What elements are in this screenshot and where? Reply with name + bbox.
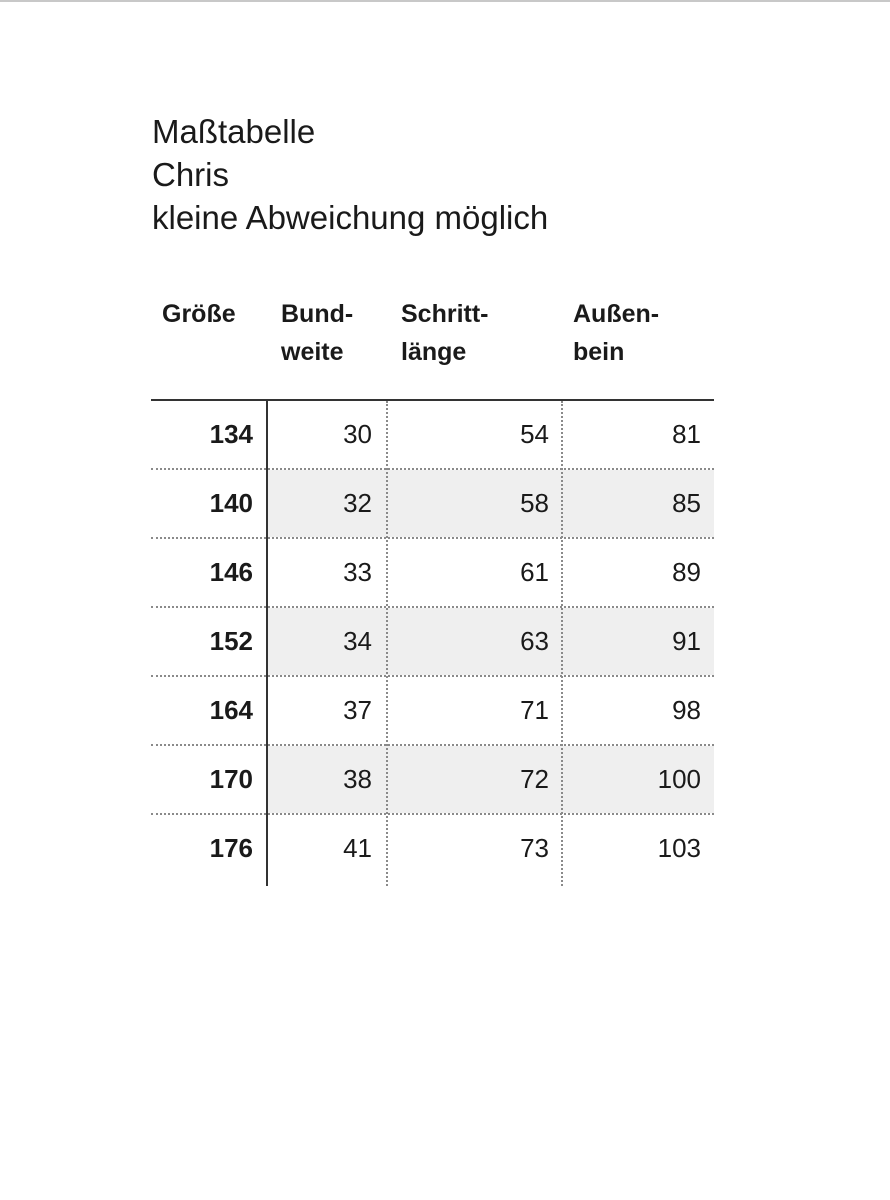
aussenbein-cell: 81	[672, 419, 701, 449]
aussenbein-cell: 98	[672, 695, 701, 725]
bundweite-cell: 30	[343, 419, 372, 449]
aussenbein-cell: 85	[672, 488, 701, 518]
size-cell: 152	[209, 626, 253, 656]
header-aussenbein: Außen- bein	[573, 300, 660, 366]
title-block	[152, 110, 548, 239]
deviation-note: kleine Abweichung möglich	[152, 199, 549, 236]
size-cell: 146	[209, 557, 253, 587]
table-row	[151, 401, 714, 470]
page-top-border	[0, 0, 890, 2]
page-title: Maßtabelle	[152, 113, 316, 150]
size-cell: 164	[209, 695, 253, 725]
aussenbein-cell: 89	[672, 557, 701, 587]
size-column-divider	[266, 401, 268, 886]
schrittlaenge-cell: 61	[520, 557, 549, 587]
table-row	[151, 539, 714, 608]
header-groesse: Größe	[162, 300, 236, 328]
size-cell: 170	[209, 764, 253, 794]
table-row	[151, 746, 714, 815]
aussenbein-cell: 103	[657, 833, 701, 863]
table-header	[151, 295, 714, 401]
size-cell: 140	[209, 488, 253, 518]
table-row	[151, 608, 714, 677]
bundweite-cell: 37	[343, 695, 372, 725]
bundweite-cell: 33	[343, 557, 372, 587]
model-name: Chris	[152, 156, 230, 193]
aussenbein-cell: 100	[657, 764, 701, 794]
header-bundweite: Bund- weite	[281, 300, 354, 366]
schrittlaenge-cell: 73	[520, 833, 549, 863]
bundweite-cell: 41	[343, 833, 372, 863]
aussenbein-cell: 91	[672, 626, 701, 656]
schrittlaenge-cell: 72	[520, 764, 549, 794]
bundweite-cell: 32	[343, 488, 372, 518]
column-divider	[561, 401, 563, 886]
table-row	[151, 470, 714, 539]
column-divider	[386, 401, 388, 886]
table-body	[151, 401, 714, 884]
size-cell: 176	[209, 833, 253, 863]
schrittlaenge-cell: 54	[520, 419, 549, 449]
bundweite-cell: 38	[343, 764, 372, 794]
schrittlaenge-cell: 71	[520, 695, 549, 725]
size-table	[151, 295, 714, 884]
table-row	[151, 677, 714, 746]
table-row	[151, 815, 714, 884]
schrittlaenge-cell: 58	[520, 488, 549, 518]
bundweite-cell: 34	[343, 626, 372, 656]
schrittlaenge-cell: 63	[520, 626, 549, 656]
size-cell: 134	[209, 419, 253, 449]
header-schrittlaenge: Schritt- länge	[401, 300, 489, 366]
